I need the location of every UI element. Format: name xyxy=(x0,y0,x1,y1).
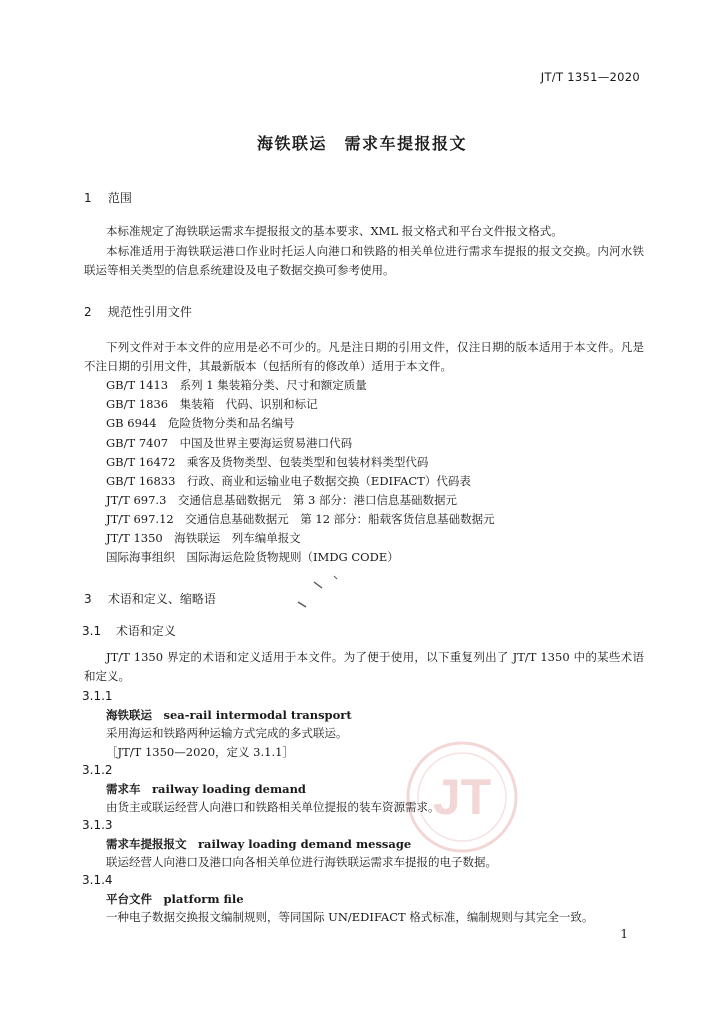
standard-code-header: JT/T 1351—2020 xyxy=(540,70,640,84)
term-number: 3.1.2 xyxy=(82,763,113,777)
reference-item: GB/T 16833 行政、商业和运输业电子数据交换（EDIFACT）代码表 xyxy=(106,474,471,488)
reference-item: GB/T 7407 中国及世界主要海运贸易港口代码 xyxy=(106,436,353,450)
reference-item: GB/T 1836 集装箱 代码、识别和标记 xyxy=(106,397,318,411)
term-heading: 需求车 railway loading demand xyxy=(106,782,306,796)
document-title: 海铁联运 需求车提报报文 xyxy=(256,134,467,153)
section-title: 术语和定义、缩略语 xyxy=(107,592,216,606)
terms-intro: JT/T 1350 界定的术语和定义适用于本文件。为了便于使用，以下重复列出了 JT/T 1350 中的某些术语和定义。 xyxy=(84,650,644,683)
reference-item: 国际海事组织 国际海运危险货物规则（IMDG CODE） xyxy=(106,550,399,564)
section-number: 3 xyxy=(84,592,92,606)
reference-item: GB 6944 危险货物分类和品名编号 xyxy=(106,416,295,430)
reference-item: JT/T 697.12 交通信息基础数据元 第 12 部分：船载客货信息基础数据元 xyxy=(106,512,495,526)
term-heading: 需求车提报报文 railway loading demand message xyxy=(106,837,412,851)
section-1-heading xyxy=(84,189,132,206)
reference-item: JT/T 697.3 交通信息基础数据元 第 3 部分：港口信息基础数据元 xyxy=(106,493,458,507)
watermark-text: JT xyxy=(432,769,492,825)
normative-intro: 下列文件对于本文件的应用是必不可少的。凡是注日期的引用文件，仅注日期的版本适用于本文件。凡是不注日期的引用文件，其最新版本（包括所有的修改单）适用于本文件。 xyxy=(84,340,644,373)
page-number: 1 xyxy=(620,927,628,941)
term-definition: 联运经营人向港口及港口向各相关单位进行海铁联运需求车提报的电子数据。 xyxy=(106,855,497,869)
scan-artifact-marks xyxy=(296,572,356,612)
term-heading: 平台文件 platform file xyxy=(106,892,244,906)
section-title: 范围 xyxy=(107,191,132,205)
section-2-heading xyxy=(84,303,192,320)
term-number: 3.1.3 xyxy=(82,818,113,832)
section-number: 1 xyxy=(84,191,92,205)
jt-watermark-seal xyxy=(403,738,521,856)
section-3-heading xyxy=(84,590,216,607)
subsection-3-1-heading xyxy=(82,622,176,639)
term-heading: 海铁联运 sea-rail intermodal transport xyxy=(106,708,352,722)
term-number: 3.1.4 xyxy=(82,873,113,887)
term-definition: 由货主或联运经营人向港口和铁路相关单位提报的装车资源需求。 xyxy=(106,800,440,814)
section-number: 2 xyxy=(84,305,92,319)
reference-item: GB/T 16472 乘客及货物类型、包装类型和包装材料类型代码 xyxy=(106,455,429,469)
term-number: 3.1.1 xyxy=(82,689,113,703)
subsection-title: 术语和定义 xyxy=(115,624,176,638)
reference-item: JT/T 1350 海铁联运 列车编单报文 xyxy=(106,531,301,545)
term-definition: 一种电子数据交换报文编制规则，等同国际 UN/EDIFACT 格式标准，编制规则与其完全一致。 xyxy=(106,910,594,924)
term-source: ［JT/T 1350—2020，定义 3.1.1］ xyxy=(106,745,294,759)
scope-paragraph-2: 本标准适用于海铁联运港口作业时托运人向港口和铁路的相关单位进行需求车提报的报文交换。内河水铁联运等相关类型的信息系统建设及电子数据交换可参考使用。 xyxy=(84,244,644,277)
term-definition: 采用海运和铁路两种运输方式完成的多式联运。 xyxy=(106,726,348,740)
reference-item: GB/T 1413 系列 1 集装箱分类、尺寸和额定质量 xyxy=(106,378,367,392)
section-title: 规范性引用文件 xyxy=(107,305,192,319)
scope-paragraph-1: 本标准规定了海铁联运需求车提报报文的基本要求、XML 报文格式和平台文件报文格式。 xyxy=(106,224,563,238)
subsection-number: 3.1 xyxy=(82,624,102,638)
